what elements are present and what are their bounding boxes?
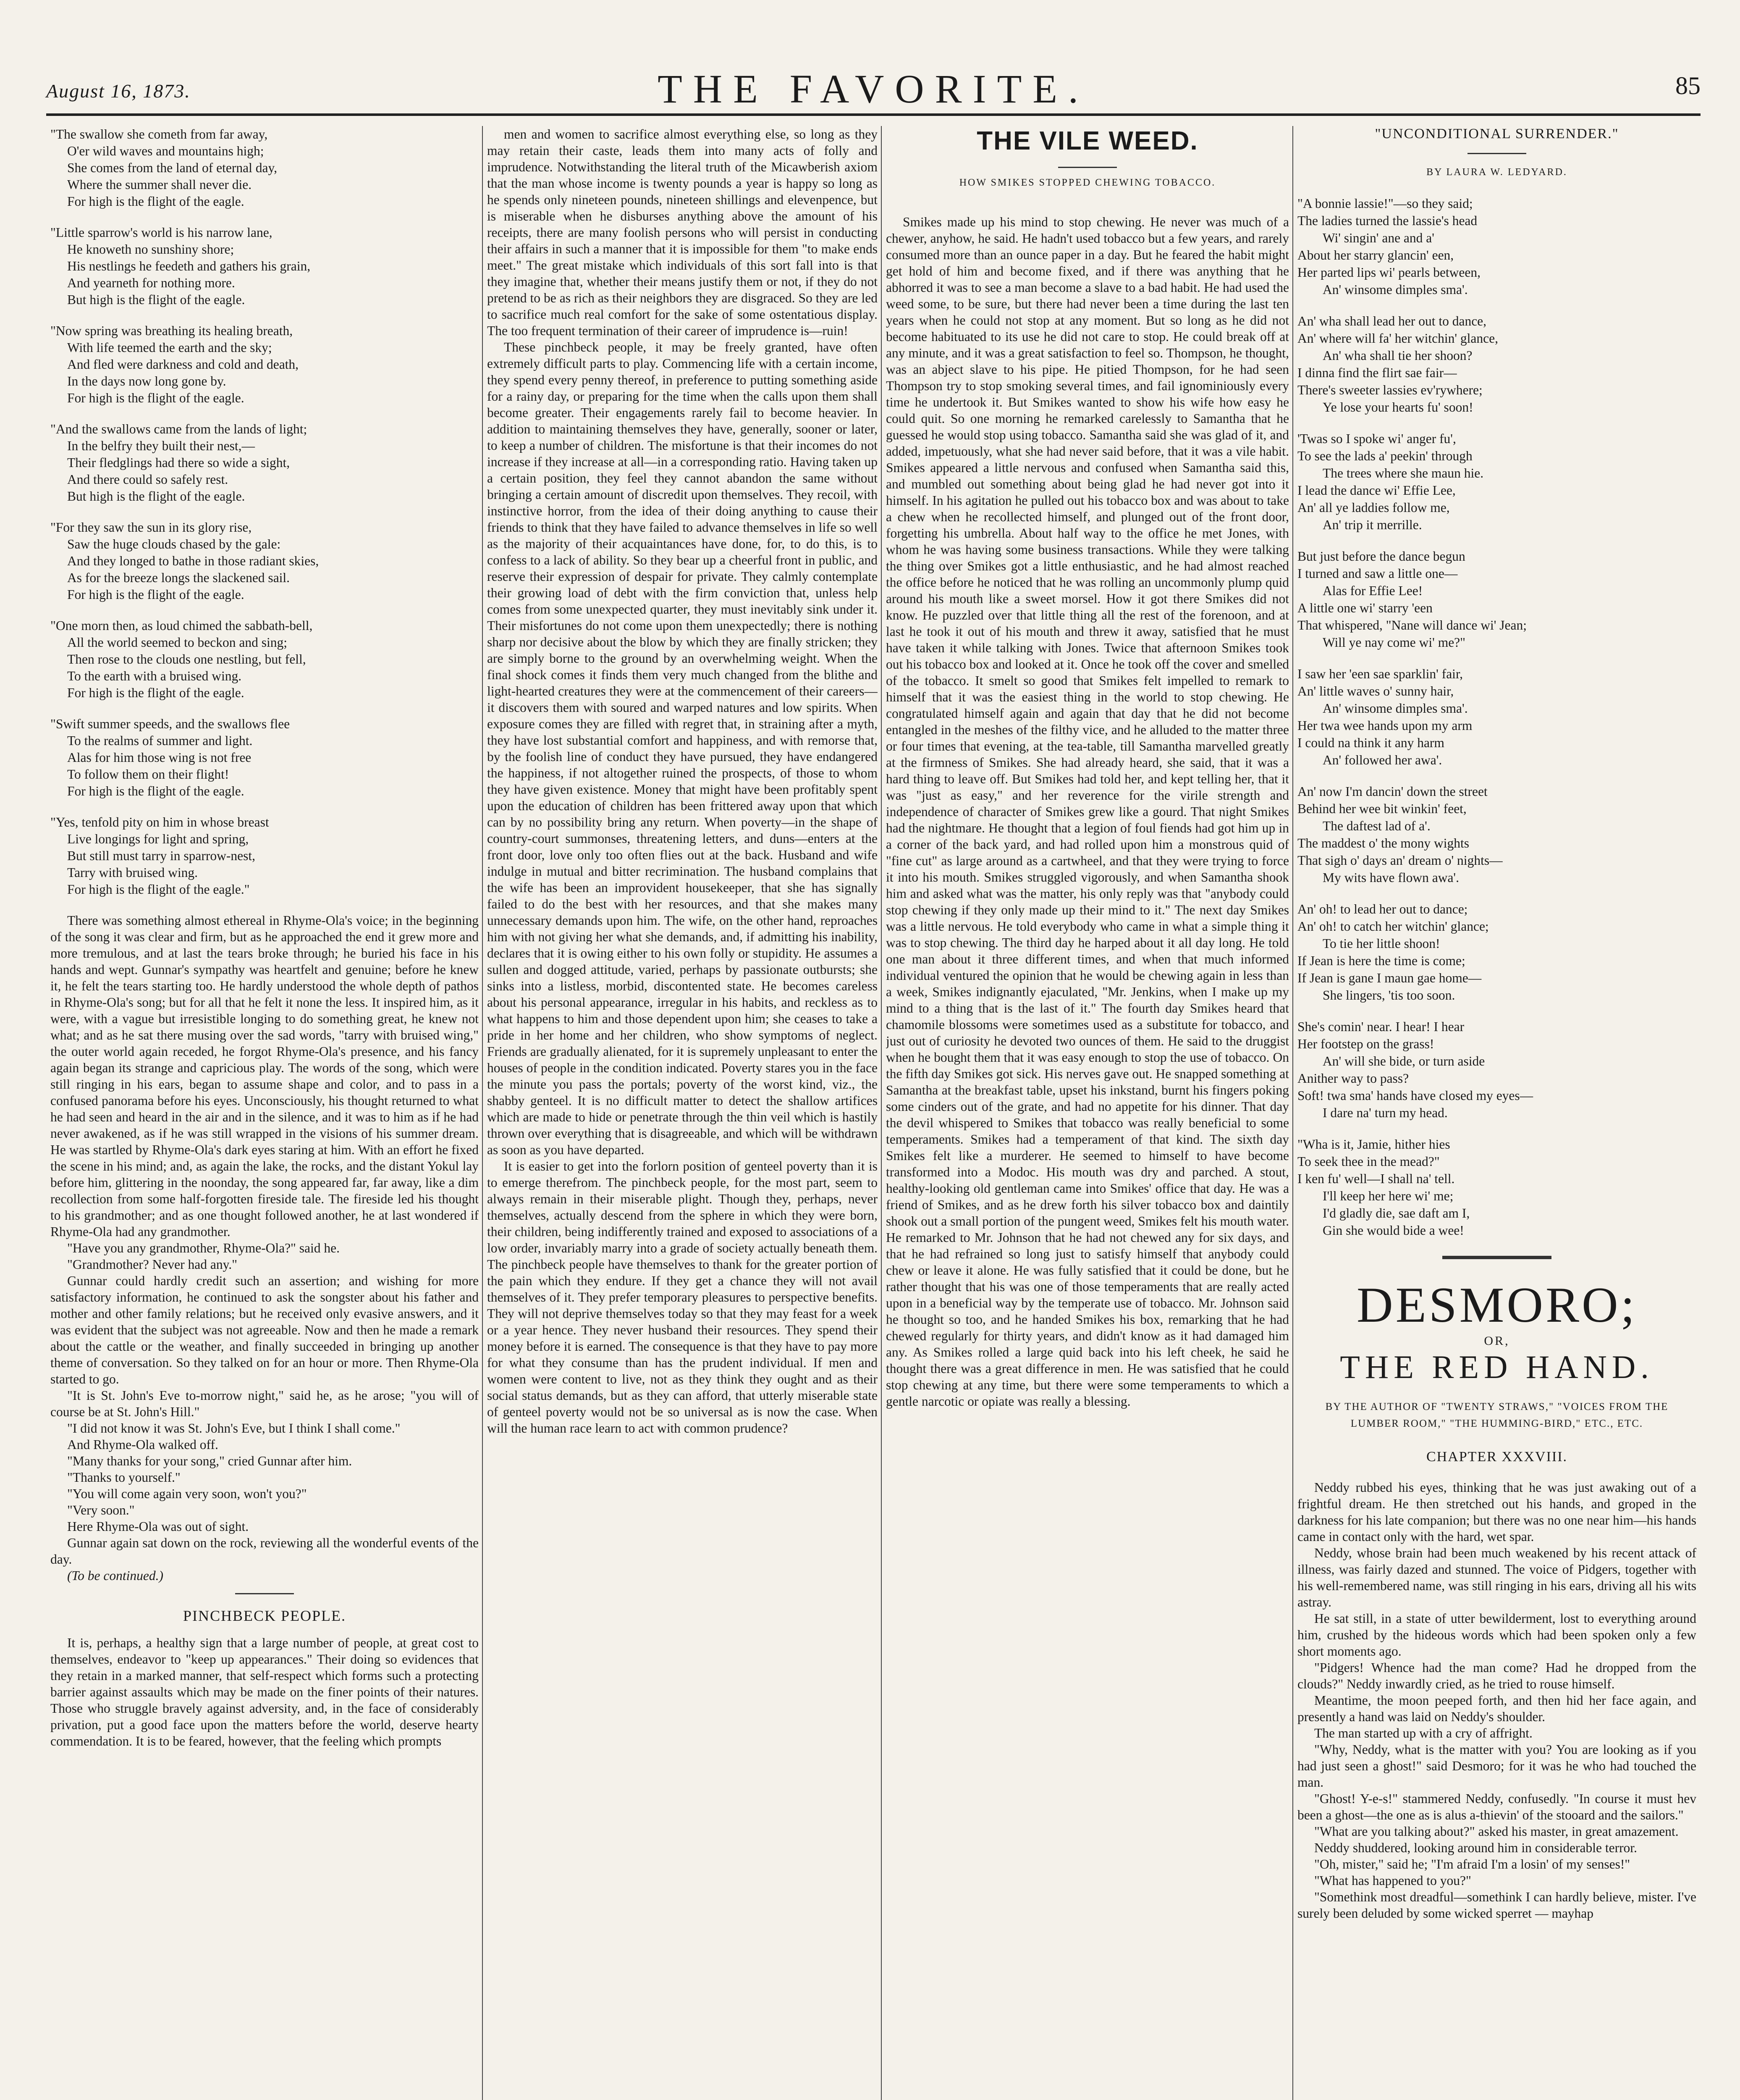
poem-line: I dare na' turn my head. bbox=[1323, 1105, 1448, 1120]
poem-line: That whispered, "Nane will dance wi' Jean; bbox=[1297, 618, 1527, 633]
serial-title: DESMORO; bbox=[1356, 1277, 1638, 1333]
stanza bbox=[50, 126, 479, 210]
poem-line: In the days now long gone by. bbox=[67, 374, 226, 388]
paragraph: "Why, Neddy, what is the matter with you? You are looking as if you had just seen a ghost!" said Desmoro; for it was he who had touched the man. bbox=[1297, 1742, 1696, 1790]
poem-line: "One morn then, as loud chimed the sabbath-bell, bbox=[50, 618, 313, 633]
serial-text bbox=[1297, 1479, 1696, 1922]
poem-line: Her footstep on the grass! bbox=[1297, 1037, 1434, 1051]
poem-line: The trees where she maun hie. bbox=[1323, 466, 1484, 480]
poem-line: "And the swallows came from the lands of light; bbox=[50, 422, 307, 436]
paragraph: And Rhyme-Ola walked off. bbox=[67, 1437, 218, 1452]
poem-line: There's sweeter lassies ev'rywhere; bbox=[1297, 383, 1483, 397]
paragraph: Neddy, whose brain had been much weakened by his recent attack of illness, was fairly dazed and stunned. The voice of Pidgers, together with his well-remembered name, was still ringing in his ears, driving all his wits astray. bbox=[1297, 1546, 1696, 1609]
poem-line: O'er wild waves and mountains high; bbox=[67, 144, 264, 158]
serial-byline: BY THE AUTHOR OF "TWENTY STRAWS," "VOICES FROM THE LUMBER ROOM," "THE HUMMING-BIRD," ETC., ETC. bbox=[1325, 1401, 1669, 1429]
poem-line: A little one wi' starry 'een bbox=[1297, 601, 1433, 615]
poem-line: And they longed to bathe in those radiant skies, bbox=[67, 554, 319, 568]
poem-line: As for the breeze longs the slackened sail. bbox=[67, 570, 290, 585]
poem-line: Where the summer shall never die. bbox=[67, 177, 252, 192]
poem-line: The ladies turned the lassie's head bbox=[1297, 213, 1478, 228]
poem-line: My wits have flown awa'. bbox=[1323, 870, 1459, 885]
masthead bbox=[46, 63, 1701, 116]
issue-date: August 16, 1873. bbox=[46, 80, 191, 102]
stanza bbox=[1297, 1018, 1696, 1121]
poem-line: Her parted lips wi' pearls between, bbox=[1297, 265, 1481, 280]
stanza bbox=[1297, 312, 1696, 416]
newspaper-title: THE FAVORITE. bbox=[658, 66, 1089, 111]
paragraph: These pinchbeck people, it may be freely granted, have often extremely difficult parts to play. Commencing life with a certain income, they spend every penny thereof, in preference to putting something aside for a rainy day, or preparing for the time when the calls upon them shall become greater. Their engagements rarely fail to become heavier. In addition to maintaining themselves they have, generally, sooner or later, to keep a number of children. The misfortune is that their incomes do not increase if they increase at all—in a corresponding ratio. Having taken up a certain position, they feel they cannot abandon the same without bringing a certain amount of discredit upon themselves. They recoil, with instinctive horror, from the idea of their doing anything to cause their friends to think that they have failed to advance themselves in life so well as the majority of their acquaintances have done, for, to do this, is to confess to a lack of ability. So they bear up a cheerful front in public, and reserve their expression of despair for private. They calmly contemplate their growing load of debt with the firm conviction that, unless help comes from some unexpected quarter, they must inevitably sink under it. Their misfortunes do not come upon them unexpectedly; there is nothing sharp nor decisive about the blow by which they are finally stricken; they are simply borne to the ground by an overwhelming weight. When the final shock comes it finds them very much changed from the blithe and light-hearted creatures they were at the commencement of their careers—it discovers them with soured and warped natures and low spirits. When exposure comes they are filled with regret that, in straining after a myth, they have lost substantial comfort and happiness, and with remorse that, by the foolish line of conduct they have pursued, they have endangered the happiness, if not altogether ruined the prospects, of those to whom they have given existence. Money that might have been profitably spent upon the education of children has been frittered away upon that which can by no possibility bring any return. When poverty—in the shape of country-court summonses, threatening letters, and duns—enters at the front door, love only too often flies out at the back. Husband and wife indulge in mutual and bitter recrimination. The husband complains that the wife has been an improvident housekeeper, that she has signally failed to do the best with her resources, and that she makes many unnecessary demands upon him. The wife, on the other hand, reproaches him with not giving her what she demands, and, if admitting his inability, declares that it is owing either to his own folly or stupidity. He assumes a sullen and dogged attitude, varied, perhaps by passionate outbursts; she sinks into a listless, morbid, discontented state. He becomes careless about his personal appearance, irregular in his habits, and reckless as to what happens to him and those dependent upon him; she ceases to take a pride in her home and her children, who show symptoms of neglect. Friends are gradually alienated, for it is supremely unpleasant to enter the houses of people in the condition indicated. Poverty stares you in the face the minute you pass the portals; poverty of the worst kind, viz., the shabby genteel. It is no difficult matter to detect the shallow artifices which are made to hide or penetrate through the thin veil which is hastily thrown over everything that is disagreeable, and which will be withdrawn as soon as you have departed. bbox=[487, 340, 878, 1157]
poem-line: The maddest o' the mony wights bbox=[1297, 836, 1469, 850]
poem-line: I dinna find the flirt sae fair— bbox=[1297, 365, 1457, 380]
paragraph: "Have you any grandmother, Rhyme-Ola?" said he. bbox=[67, 1241, 340, 1255]
poem-line: And there could so safely rest. bbox=[67, 472, 228, 487]
poem-line: "The swallow she cometh from far away, bbox=[50, 127, 268, 142]
stanza bbox=[50, 323, 479, 407]
stanza bbox=[1297, 900, 1696, 1004]
poem-byline: BY LAURA W. LEDYARD. bbox=[1426, 167, 1567, 178]
paragraph: Neddy shuddered, looking around him in considerable terror. bbox=[1314, 1840, 1637, 1855]
poem-line: "For they saw the sun in its glory rise, bbox=[50, 520, 252, 535]
paragraph: Neddy rubbed his eyes, thinking that he was just awaking out of a frightful dream. He then stretched out his hands, and groped in the darkness for his late companion; but there was no one near him—his hands came in contact only with the hard, wet spar. bbox=[1297, 1480, 1696, 1544]
to-be-continued: (To be continued.) bbox=[67, 1568, 163, 1583]
paragraph: "Thanks to yourself." bbox=[67, 1470, 181, 1485]
poem-line: To tie her little shoon! bbox=[1323, 936, 1440, 951]
section-divider bbox=[235, 1593, 294, 1594]
poem-line: His nestlings he feedeth and gathers his grain, bbox=[67, 259, 311, 273]
poem-line: 'Twas so I spoke wi' anger fu', bbox=[1297, 431, 1456, 446]
poem-line: In the belfry they built their nest,— bbox=[67, 438, 255, 453]
poem-line: I ken fu' well—I shall na' tell. bbox=[1297, 1171, 1455, 1186]
paragraph: There was something almost ethereal in Rhyme-Ola's voice; in the beginning of the song it was clear and firm, but as he approached the end it grew more and more tremulous, and at last the tears broke through; he buried his face in his hands and wept. Gunnar's sympathy was heartfelt and genuine; before he knew it, he felt the tears starting too. He hardly understood the whole depth of pathos in Rhyme-Ola's song; but for all that he felt it none the less. It inspired him, as it were, with a vague but irresistible longing to do something great, he knew not what; and as he sat there musing over the sad words, "tarry with bruised wing," the outer world again receded, he forgot Rhyme-Ola's presence, and his fancy again began its strange and capricious play. The words of the song, which were still ringing in his ears, began to assume shape and color, and to pass in a confused panorama before his eyes. Unconsciously, his thought returned to what he had seen and heard in the air and in the silence, and it was to him as if he had never awakened, as if he was still wrapped in the visions of his summer dream. He was startled by Rhyme-Ola's dark eyes staring at him. With an effort he fixed the scene in his mind; and, as again the lake, the rocks, and the distant Yokul lay before him, glittering in the noonday, the song appeared far, far away, like a dim recollection from some half-forgotten fireside tale. The fireside led his thought to his grandmother; and as one thought followed another, he at last wondered if Rhyme-Ola had any grandmother. bbox=[50, 913, 479, 1239]
poem-line: But still must tarry in sparrow-nest, bbox=[67, 848, 255, 863]
paragraph: Meantime, the moon peeped forth, and then hid her face again, and presently a hand was laid on Neddy's shoulder. bbox=[1297, 1693, 1696, 1724]
paragraph: "Pidgers! Whence had the man come? Had he dropped from the clouds?" Neddy inwardly cried, as he tried to rouse himself. bbox=[1297, 1660, 1696, 1691]
poem-line: That sigh o' days an' dream o' nights— bbox=[1297, 853, 1503, 868]
paragraph: "Many thanks for your song," cried Gunnar after him. bbox=[67, 1454, 352, 1468]
paragraph: "Ghost! Y-e-s!" stammered Neddy, confusedly. "In course it must hev been a ghost—the one as is alus a-thievin' of the stooard and the sailors." bbox=[1297, 1791, 1696, 1822]
poem-line: For high is the flight of the eagle. bbox=[67, 587, 244, 602]
poem-line: I saw her 'een sae sparklin' fair, bbox=[1297, 667, 1463, 681]
poem-line: I turned and saw a little one— bbox=[1297, 566, 1458, 581]
poem-line: An' winsome dimples sma'. bbox=[1323, 701, 1468, 716]
poem-line: For high is the flight of the eagle. bbox=[67, 784, 244, 798]
poem-line: To follow them on their flight! bbox=[67, 767, 229, 782]
stanza bbox=[50, 617, 479, 701]
pinchbeck-heading: PINCHBECK PEOPLE. bbox=[183, 1607, 346, 1624]
poem-line: She lingers, 'tis too soon. bbox=[1323, 988, 1455, 1003]
poem-line: "Yes, tenfold pity on him in whose breast bbox=[50, 815, 269, 830]
poem-line: Behind her wee bit winkin' feet, bbox=[1297, 801, 1467, 816]
poem-line: "Swift summer speeds, and the swallows flee bbox=[50, 717, 290, 731]
poem-line: An' oh! to lead her out to dance; bbox=[1297, 902, 1468, 916]
paragraph: He sat still, in a state of utter bewilderment, lost to everything around him, crushed by the hideous words which had been spoken only a few short moments ago. bbox=[1297, 1611, 1696, 1659]
poem-line: Alas for Effie Lee! bbox=[1323, 583, 1423, 598]
poem-line: She's comin' near. I hear! I hear bbox=[1297, 1019, 1465, 1034]
poem-swallow bbox=[50, 126, 479, 898]
poem-line: If Jean is here the time is come; bbox=[1297, 953, 1465, 968]
paragraph: The man started up with a cry of affright. bbox=[1314, 1726, 1533, 1740]
poem-line: For high is the flight of the eagle. bbox=[67, 391, 244, 405]
paragraph: Gunnar again sat down on the rock, reviewing all the wonderful events of the day. bbox=[50, 1536, 479, 1567]
poem-line: Then rose to the clouds one nestling, but fell, bbox=[67, 652, 306, 667]
poem-unconditional-surrender bbox=[1297, 195, 1696, 1239]
poem-line: He knoweth no sunshiny shore; bbox=[67, 242, 234, 257]
poem-line: I'll keep her here wi' me; bbox=[1323, 1189, 1454, 1203]
poem-line: Gin she would bide a wee! bbox=[1323, 1223, 1464, 1238]
poem-line: An' will she bide, or turn aside bbox=[1323, 1054, 1485, 1068]
poem-line: I lead the dance wi' Effie Lee, bbox=[1297, 483, 1456, 498]
stanza bbox=[1297, 430, 1696, 533]
poem-line: The daftest lad of a'. bbox=[1323, 819, 1431, 833]
poem-line: To the earth with a bruised wing. bbox=[67, 669, 242, 683]
pinchbeck-article bbox=[50, 1635, 479, 1749]
stanza bbox=[1297, 1136, 1696, 1239]
poem-line: For high is the flight of the eagle. bbox=[67, 685, 244, 700]
poem-line: "Wha is it, Jamie, hither hies bbox=[1297, 1137, 1450, 1152]
column-rule bbox=[482, 126, 483, 2100]
poem-line: Wi' singin' ane and a' bbox=[1323, 231, 1434, 245]
vile-weed-heading: THE VILE WEED. bbox=[977, 126, 1198, 155]
poem-line: But high is the flight of the eagle. bbox=[67, 489, 245, 504]
poem-line: Their fledglings had there so wide a sight, bbox=[67, 455, 290, 470]
poem-line: "Now spring was breathing its healing breath, bbox=[50, 323, 293, 338]
stanza bbox=[50, 716, 479, 800]
poem-line: An' followed her awa'. bbox=[1323, 753, 1442, 767]
column-rule bbox=[1292, 126, 1293, 2100]
paragraph: Here Rhyme-Ola was out of sight. bbox=[67, 1519, 249, 1534]
paragraph: "What are you talking about?" asked his master, in great amazement. bbox=[1314, 1824, 1679, 1839]
poem-line: An' all ye laddies follow me, bbox=[1297, 500, 1450, 515]
paragraph: "Somethink most dreadful—somethink I can hardly believe, mister. I've surely been deluded by some wicked sperret — mayhap bbox=[1297, 1890, 1696, 1921]
paragraph: "You will come again very soon, won't you?" bbox=[67, 1486, 307, 1501]
paragraph: Smikes made up his mind to stop chewing. He never was much of a chewer, anyhow, he said. He hadn't used tobacco but a few years, and rarely consumed more than an ounce paper in a day. But he feared the habit might get hold of him and become fixed, and if there was anything that he abhorred it was to see a man become a slave to a bad habit. He had used the weed some, to be sure, but there had never been a time during the last ten years when he could not stop at any moment. But so long as he did not become habituated to its use he did not care to stop. He could break off at any minute, and it was a great satisfaction to feel so. Thompson, he thought, was an abject slave to his pipe. He pitied Thompson, for he had seen Thompson try to stop smoking several times, and fail ignominiously every time he undertook it. But Smikes wanted to show his wife how easy he could quit. So one morning he remarked carelessly to Samantha that he guessed he would stop using tobacco. Samantha said she was glad of it, and added, impetuously, what she had never said before, that it was a vile habit. Smikes appeared a little nervous and confused when Samantha said this, and mumbled out something about being glad he had never got into it himself. In his agitation he pulled out his tobacco box and was about to take a chew when he recollected himself, and plunged out of the front door, forgetting his umbrella. About half way to the office he met Jones, with whom he was having some business transactions. While they were talking the thing over Smikes got a little enthusiastic, and he had almost reached the office before he noticed that he was rolling an uncommonly plump quid around his mouth like a sweet morsel. How it got there Smikes did not know. He puzzled over that little thing all the rest of the forenoon, and at last he took it out of his mouth and threw it away, satisfied that he must have taken it while talking with Jones. Twice that afternoon Smikes took out his tobacco box and looked at it. Once he took off the cover and smelled of the tobacco. It smelt so good that Smikes felt impelled to remark to himself that it was the easiest thing in the world to stop chewing. He congratulated himself again and again that day that he did not become entangled in the meshes of the filthy vice, and he alluded to the matter three or four times that evening, at the tea-table, till Samantha marvelled greatly at the firmness of Smikes. She had already heard, she said, that it was a hard thing to leave off. But Smikes had told her, and kept telling her, that it was "just as easy," and her reverence for the virile strength and independence of character of Smikes grew like a gourd. That night Smikes had the nightmare. He thought that a legion of foul fiends had got him up in a corner of the back yard, and had rolled upon him a monstrous quid of "fine cut" as large around as a cartwheel, and that they were trying to force it into his mouth. Smikes struggled vigorously, and when Samantha shook him and asked what was the matter, his only reply was that "anybody could stop chewing if they only made up their mind to it." The next day Smikes was a little nervous. He told everybody who came in what a simple thing it was to stop chewing. The third day he harped about it all day long. He told one man about it three different times, and when that much informed individual ventured the opinion that he would be chewing again in less than a week, Smikes indignantly ejaculated, "Mr. Jenkins, when I make up my mind to a thing that is the last of it." The fourth day Smikes heard that chamomile blossoms were sometimes used as a substitute for tobacco, and just out of curiosity he devoted two ounces of them. He said to the druggist when he bought them that it was easy enough to stop the use of tobacco. On the fifth day Smikes got sick. His nerves gave out. He snapped something at Samantha at the breakfast table, upset his inkstand, burnt his fingers poking some cinders out of the grate, and had no appetite for his dinner. That day the devil whispered to Smikes that tobacco was really beneficial to some temperaments. Smikes had a temperament of that kind. The sixth day Smikes felt like a murderer. He seemed to himself to have become transformed into a Modoc. His mouth was dry and parched. A stout, healthy-looking old gentleman came into Smikes' office that day. He was a friend of Smikes, and as he drew forth his silver tobacco box and daintily shook out a small portion of the pungent weed, Smikes felt his mouth water. He remarked to Mr. Johnson that he had not chewed any for six days, and that he had refrained so long just to satisfy himself that anybody could chew or leave it alone. He was fully satisfied that it could be done, but he rather thought that his was one of those temperaments that are really acted upon in a beneficial way by the temperate use of tobacco. Mr. Johnson said he thought so too, and he handed Smikes his box, remarking that he had chewed regularly for thirty years, and didn't know as it had damaged him any. As Smikes rolled a large quid back into his left cheek, he said he thought there was a great difference in men. He was satisfied that he could stop chewing at any time, but there were some temperaments to which a gentle narcotic or opiate was really a blessing. bbox=[886, 215, 1289, 1409]
poem-line: An' wha shall lead her out to dance, bbox=[1297, 314, 1487, 328]
serial-or: OR, bbox=[1484, 1334, 1510, 1348]
section-divider bbox=[1442, 1256, 1551, 1259]
poem-line: An' where will fa' her witchin' glance, bbox=[1297, 331, 1498, 346]
stanza bbox=[1297, 665, 1696, 769]
stanza bbox=[50, 224, 479, 308]
poem-line: An' wha shall tie her shoon? bbox=[1323, 348, 1473, 363]
page-number: 85 bbox=[1675, 72, 1701, 100]
paragraph: It is easier to get into the forlorn position of genteel poverty than it is to emerge therefrom. The pinchbeck people, for the most part, seem to always remain in their miserable plight. Though they, perhaps, never themselves, actually descend from the sphere in which they were born, their children, being indifferently trained and exposed to associations of a low order, invariably marry into a grade of society actually beneath them. The pinchbeck people have themselves to thank for the greater portion of the pain which they endure. If they get a chance they will not avail themselves of it. They prefer temporary pleasures to perspective benefits. They will not deprive themselves today so that they may feast for a week or a year hence. They never husband their resources. They spend their money before it is earned. The consequence is that they have to pay more for what they consume than has the prudent individual. If men and women were content to live, not as they think they ought and as their social status demands, but as they can afford, that utterly miserable state of genteel poverty would not be so universal as is now the case. When will the human race learn to act with common prudence? bbox=[487, 1159, 878, 1436]
stanza bbox=[1297, 783, 1696, 886]
poem-line: An' little waves o' sunny hair, bbox=[1297, 684, 1454, 698]
chapter-heading: CHAPTER XXXVIII. bbox=[1426, 1449, 1568, 1465]
serial-subtitle: THE RED HAND. bbox=[1340, 1349, 1654, 1385]
paragraph: Gunnar could hardly credit such an assertion; and wishing for more satisfactory information, he continued to ask the songster about his father and mother and other family relations; but he received only evasive answers, and it was evident that the subject was not agreeable. Now and then he made a remark about the cattle or the weather, and finally succeeded in bringing up another theme of conversation. So they talked on for an hour or more. Then Rhyme-Ola started to go. bbox=[50, 1273, 479, 1386]
poem-line: With life teemed the earth and the sky; bbox=[67, 340, 272, 355]
poem-title: "UNCONDITIONAL SURRENDER." bbox=[1375, 126, 1619, 142]
poem-line: And fled were darkness and cold and death, bbox=[67, 357, 299, 372]
column-rule bbox=[881, 126, 882, 2100]
poem-line: Anither way to pass? bbox=[1297, 1071, 1409, 1086]
poem-line: And yearneth for nothing more. bbox=[67, 276, 235, 290]
story-continuation bbox=[50, 912, 479, 1567]
pinchbeck-article-continued bbox=[487, 126, 878, 1436]
paragraph: "Very soon." bbox=[67, 1503, 135, 1517]
poem-line: Alas for him those wing is not free bbox=[67, 750, 252, 765]
paragraph: "Grandmother? Never had any." bbox=[67, 1257, 238, 1272]
paragraph: "Oh, mister," said he; "I'm afraid I'm a losin' of my senses!" bbox=[1314, 1857, 1630, 1872]
vile-weed-subheading: HOW SMIKES STOPPED CHEWING TOBACCO. bbox=[959, 177, 1216, 188]
poem-line: Will ye nay come wi' me?" bbox=[1323, 635, 1466, 650]
poem-line: But just before the dance begun bbox=[1297, 549, 1465, 564]
poem-line: Ye lose your hearts fu' soon! bbox=[1323, 400, 1473, 415]
stanza bbox=[1297, 195, 1696, 298]
poem-line: Tarry with bruised wing. bbox=[67, 865, 198, 880]
column-3 bbox=[886, 126, 1289, 2100]
paragraph: men and women to sacrifice almost everything else, so long as they may retain their caste, leads them into many acts of folly and imprudence. Notwithstanding the literal truth of the Micawberish axiom that the man whose income is twenty pounds a year is happy so long as he spends only nineteen pounds, nineteen shillings and elevenpence, but is miserable when he disburses anything above the amount of his receipts, there are many foolish persons who will persist in conducting their affairs in such a manner that it is impossible for them "to make ends meet." The great mistake which individuals of this sort fall into is that they imagine that, whether their means justify them or not, if they do not pretend to be as rich as their neighbors they are disgraced. So they are led to sacrifice much real comfort for the sake of some ostentatious display. The too frequent termination of their career of imprudence is—ruin! bbox=[487, 127, 878, 338]
poem-line: To the realms of summer and light. bbox=[67, 733, 253, 748]
poem-line: For high is the flight of the eagle." bbox=[67, 882, 250, 897]
poem-line: About her starry glancin' een, bbox=[1297, 248, 1454, 262]
poem-line: An' now I'm dancin' down the street bbox=[1297, 784, 1488, 799]
poem-line: Her twa wee hands upon my arm bbox=[1297, 718, 1473, 733]
poem-line: But high is the flight of the eagle. bbox=[67, 292, 245, 307]
paragraph: "It is St. John's Eve to-morrow night," said he, as he arose; "you will of course be at St. John's Hill." bbox=[50, 1388, 479, 1419]
poem-line: "A bonnie lassie!"—so they said; bbox=[1297, 196, 1473, 211]
poem-line: I could na think it any harm bbox=[1297, 735, 1444, 750]
column-1 bbox=[50, 126, 479, 2100]
poem-line: An' winsome dimples sma'. bbox=[1323, 282, 1468, 297]
paragraph: "I did not know it was St. John's Eve, but I think I shall come." bbox=[67, 1421, 401, 1436]
poem-line: She comes from the land of eternal day, bbox=[67, 160, 278, 175]
vile-weed-article bbox=[886, 214, 1289, 1410]
stanza bbox=[50, 519, 479, 603]
poem-line: To see the lads a' peekin' through bbox=[1297, 449, 1473, 463]
stanza bbox=[50, 421, 479, 505]
column-2 bbox=[487, 126, 878, 2100]
paragraph: "What has happened to you?" bbox=[1314, 1873, 1471, 1888]
poem-line: Live longings for light and spring, bbox=[67, 832, 249, 846]
stanza bbox=[1297, 548, 1696, 651]
poem-line: Soft! twa sma' hands have closed my eyes— bbox=[1297, 1088, 1533, 1103]
poem-line: To seek thee in the mead?" bbox=[1297, 1154, 1440, 1169]
section-divider bbox=[1467, 153, 1526, 154]
poem-line: All the world seemed to beckon and sing; bbox=[67, 635, 288, 650]
poem-line: I'd gladly die, sae daft am I, bbox=[1323, 1206, 1470, 1221]
poem-line: For high is the flight of the eagle. bbox=[67, 194, 244, 209]
poem-line: "Little sparrow's world is his narrow lane, bbox=[50, 225, 273, 240]
stanza bbox=[50, 814, 479, 898]
column-4 bbox=[1297, 126, 1696, 2100]
poem-line: An' oh! to catch her witchin' glance; bbox=[1297, 919, 1489, 934]
paragraph: It is, perhaps, a healthy sign that a large number of people, at great cost to themselves, endeavor to "keep up appearances." Their doing so evidences that they retain in a marked manner, that self-respect which forms such a protecting barrier against assaults which may be made on the finer points of their natures. Those who struggle bravely against adversity, and, in the face of considerably privation, put a good face upon the matters before the world, deserve hearty commendation. It is to be feared, however, that the feeling which prompts bbox=[50, 1635, 479, 1748]
poem-line: Saw the huge clouds chased by the gale: bbox=[67, 537, 281, 551]
section-divider bbox=[1058, 167, 1117, 168]
poem-line: If Jean is gane I maun gae home— bbox=[1297, 971, 1482, 985]
poem-line: An' trip it merrille. bbox=[1323, 517, 1422, 532]
